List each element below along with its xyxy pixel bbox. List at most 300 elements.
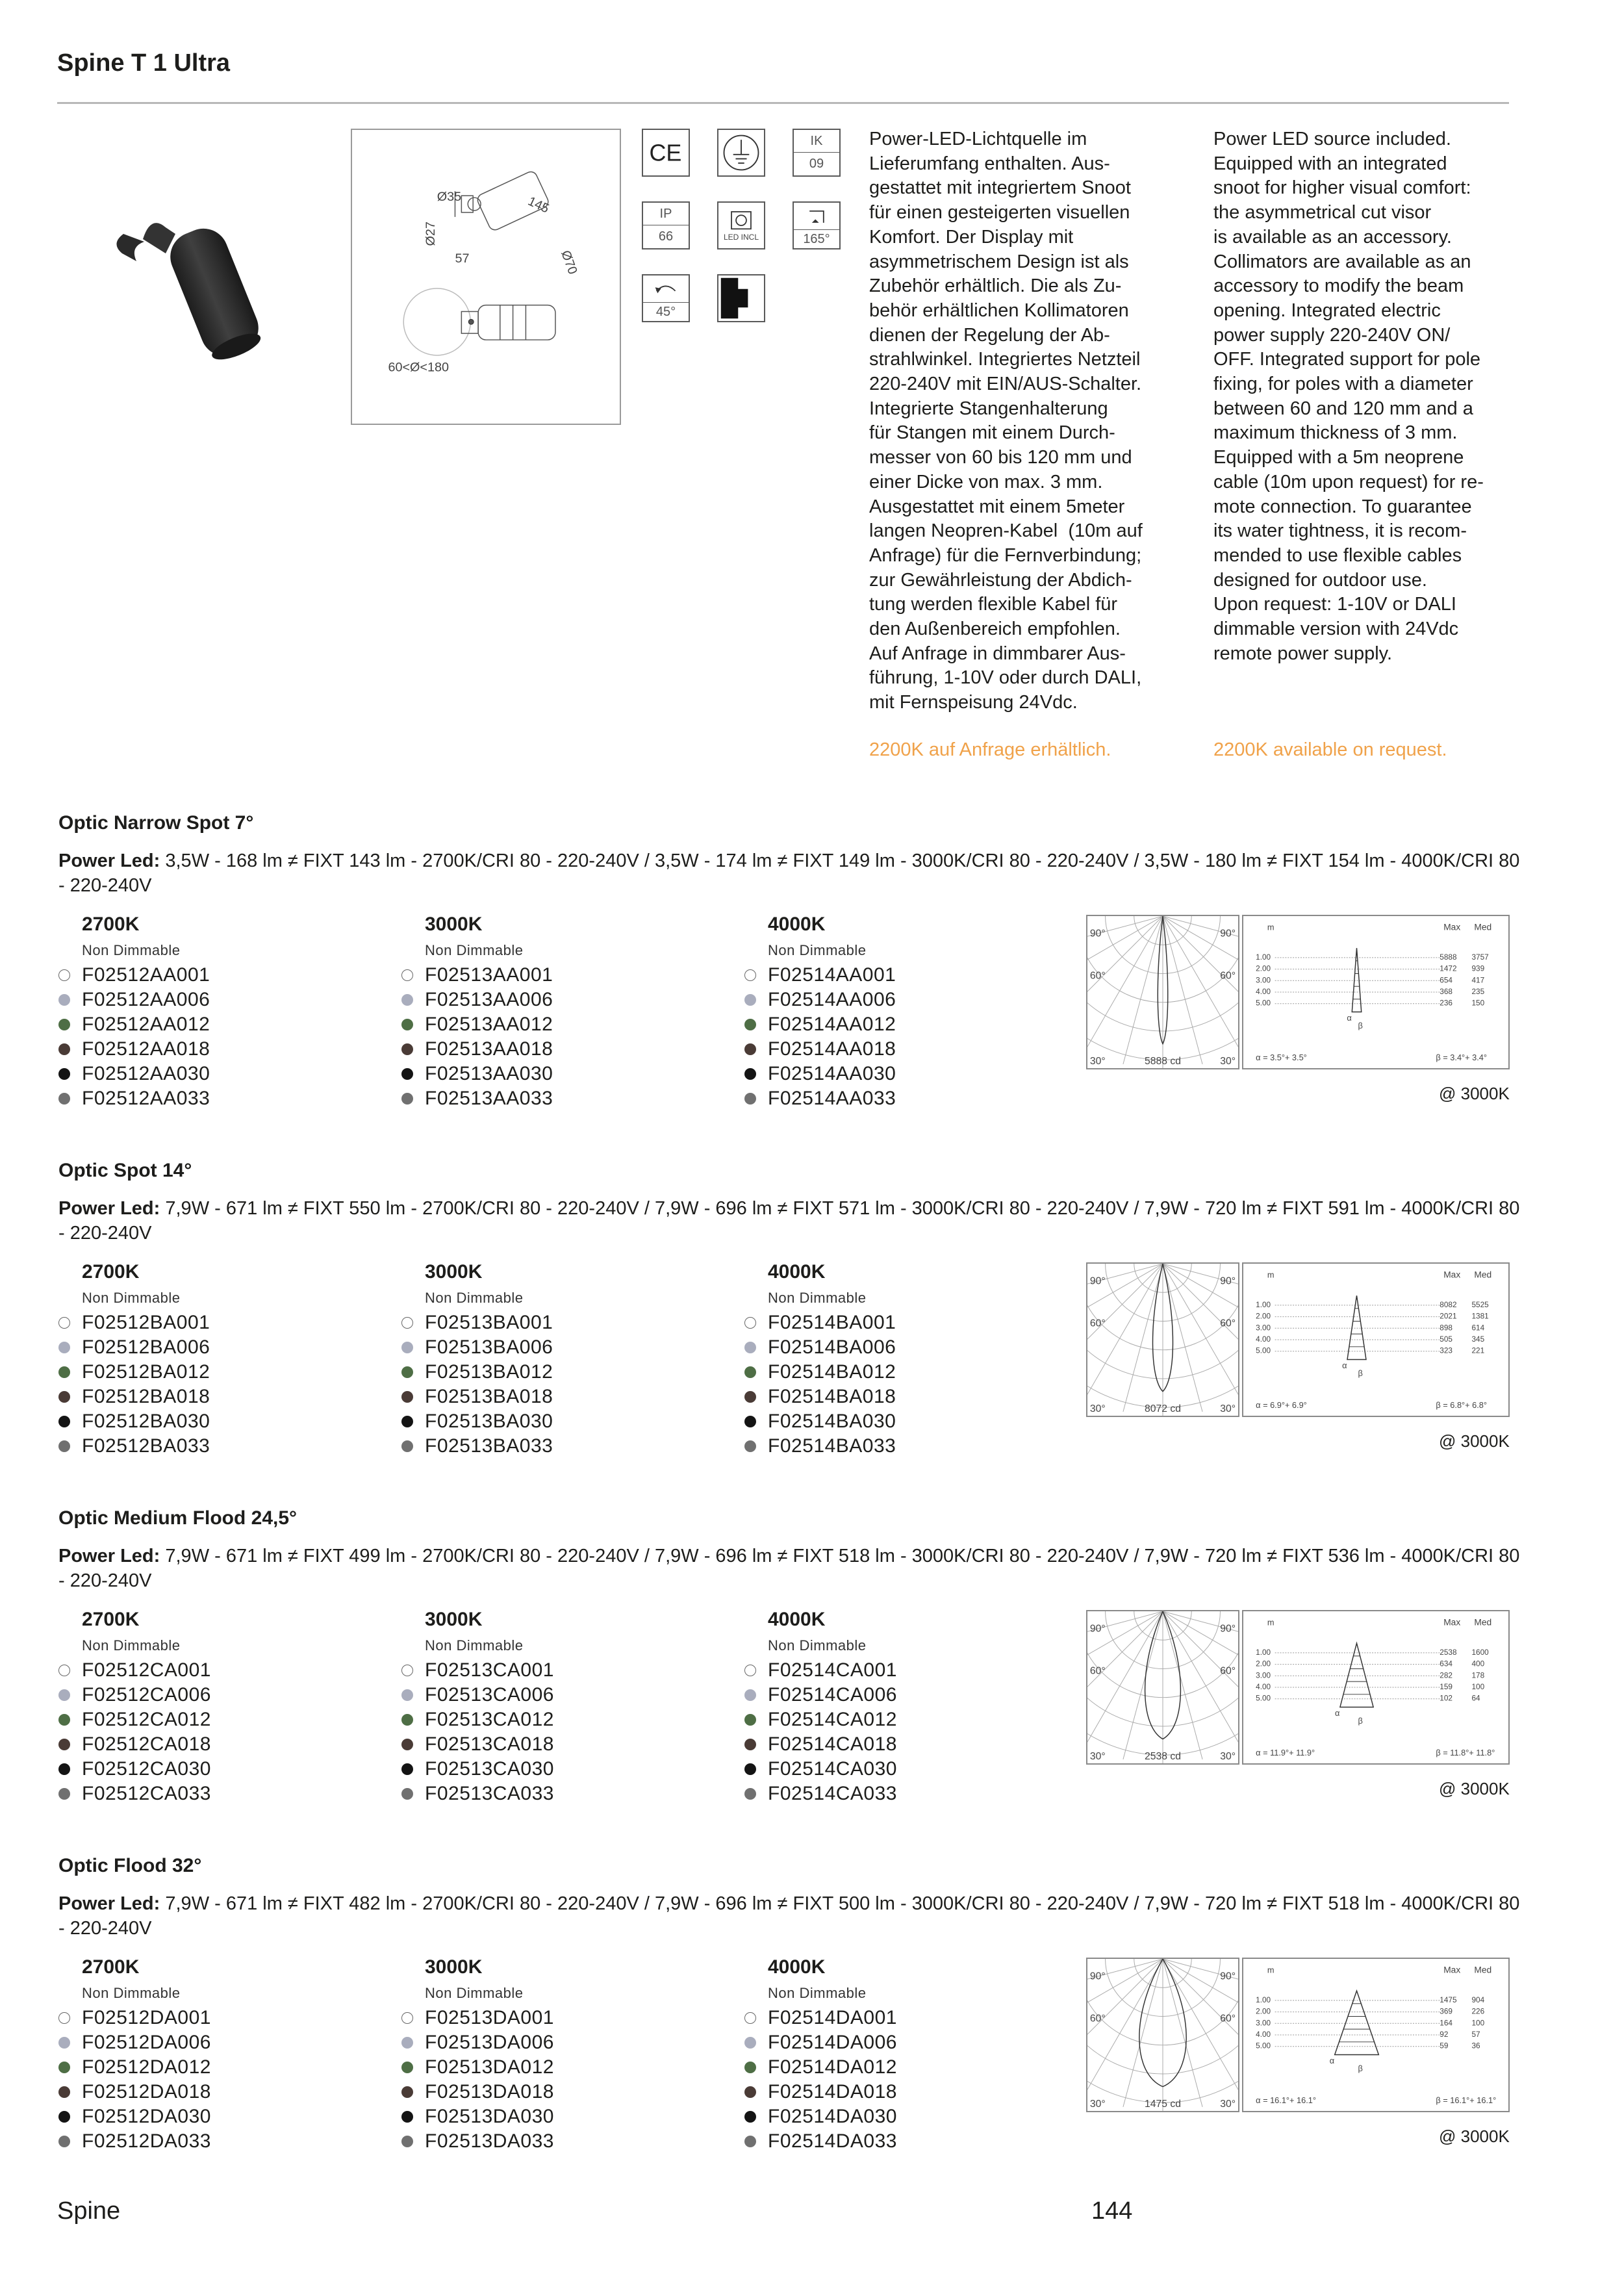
finish-color-dot — [401, 1440, 413, 1452]
description-german: Power-LED-Lichtquelle im Lieferumfang enthalten. Aus- gestattet mit integriertem Snoot für einen gesteigerten visuellen Komfort. Der Display mit asymmetrischem Design ist als Zubehör erhältlich. Die als Zu- behör erhältlichen Kollimatoren dienen der Regelung der Ab- strahlwinkel. Integriertes Netzteil 220-240V mit EIN/AUS-Schalter. Integrierte Stangenhalterung für Stangen mit einem Durch- messer von 60 bis 120 mm und einer Dicke von max. 3 mm. Ausgestattet mit einem 5meter langen Neopren-Kabel (10m auf Anfrage) für die Fernverbindung; zur Gewährleistung der Abdich- tung werden flexible Kabel für den Außenbereich empfohlen. Auf Anfrage in dimmbarer Aus- führung, 1-10V oder durch DALI, mit Fernspeisung 24Vdc. — [869, 129, 1143, 713]
dimming-type: Non Dimmable — [82, 1637, 181, 1654]
product-code: F02514CA001 — [768, 1659, 897, 1681]
ip-label: IP — [643, 203, 689, 225]
product-code: F02514CA033 — [768, 1783, 897, 1804]
polar-label-90-left: 90° — [1089, 928, 1106, 939]
finish-color-dot — [744, 1366, 756, 1378]
product-code: F02513DA018 — [425, 2081, 554, 2102]
optic-section — [0, 1855, 1624, 2193]
finish-color-dot — [401, 1788, 413, 1800]
power-text: 7,9W - 671 lm ≠ FIXT 499 lm - 2700K/CRI 80 - 220-240V / 7,9W - 696 lm ≠ FIXT 518 lm - 3000K/CRI 80 - 220-240V / 7,9W - 720 lm ≠ FIXT 536 lm - 4000K/CRI 80 - 220-240V — [58, 1546, 1520, 1591]
cone-max-value: 505 — [1440, 1335, 1453, 1344]
illuminance-cone — [1242, 1958, 1510, 2112]
finish-color-dot — [744, 2086, 756, 2098]
product-code-row — [58, 2129, 383, 2154]
polar-label-60-left: 60° — [1089, 1318, 1106, 1329]
power-label: Power Led: — [58, 1893, 160, 1914]
cone-alpha-symbol: α — [1342, 1361, 1347, 1371]
finish-color-dot — [58, 1019, 70, 1030]
cone-distance: 4.00 — [1256, 1335, 1271, 1344]
product-code-row — [744, 1707, 1069, 1732]
power-text: 7,9W - 671 lm ≠ FIXT 482 lm - 2700K/CRI 80 - 220-240V / 7,9W - 696 lm ≠ FIXT 500 lm - 3000K/CRI 80 - 220-240V / 7,9W - 720 lm ≠ FIXT 518 lm - 4000K/CRI 80 - 220-240V — [58, 1893, 1520, 1939]
product-code: F02514DA030 — [768, 2106, 897, 2127]
led-included-icon — [717, 201, 765, 249]
cone-med-value: 100 — [1471, 1682, 1485, 1691]
cone-max-value: 59 — [1440, 2041, 1449, 2050]
cone-med-value: 226 — [1471, 2007, 1485, 2016]
candela-label: 2538 cd — [1145, 1751, 1181, 1763]
finish-color-dot — [58, 1665, 70, 1676]
product-code: F02512BA006 — [82, 1336, 210, 1358]
finish-color-dot — [744, 1763, 756, 1775]
product-code-row — [58, 988, 383, 1012]
product-code-row — [744, 1732, 1069, 1757]
product-code-row — [744, 1683, 1069, 1707]
svg-text:CE: CE — [649, 139, 682, 166]
finish-color-dot — [58, 2086, 70, 2098]
product-code: F02512DA030 — [82, 2106, 211, 2127]
product-code-row — [401, 1086, 726, 1111]
led-incl-label: LED INCL — [723, 233, 759, 242]
rotation-value: 45° — [655, 304, 676, 319]
cone-med-value: 221 — [1471, 1346, 1485, 1355]
color-temperature: 4000K — [768, 1609, 826, 1630]
finish-color-dot — [401, 1068, 413, 1080]
color-temperature: 2700K — [82, 1609, 140, 1630]
finish-color-dot — [744, 1019, 756, 1030]
product-code: F02514CA018 — [768, 1733, 897, 1755]
illuminance-cone — [1242, 915, 1510, 1069]
cone-distance: 2.00 — [1256, 964, 1271, 973]
finish-color-dot — [58, 2062, 70, 2073]
cone-beta-symbol: β — [1358, 2063, 1363, 2074]
cone-max-header: Max — [1443, 922, 1461, 932]
note-2200k-english: 2200K available on request. — [1213, 739, 1447, 760]
color-temperature: 3000K — [425, 1609, 483, 1630]
product-code-row — [401, 1037, 726, 1062]
color-temperature: 4000K — [768, 1956, 826, 1978]
dimming-type: Non Dimmable — [82, 942, 181, 958]
product-code: F02512BA033 — [82, 1435, 210, 1457]
polar-label-90-left: 90° — [1089, 1623, 1106, 1635]
product-code-row — [744, 1310, 1069, 1335]
dimming-type: Non Dimmable — [425, 1290, 524, 1306]
finish-color-dot — [744, 1739, 756, 1750]
dimming-type: Non Dimmable — [768, 942, 867, 958]
product-code-row — [58, 1658, 383, 1683]
product-code-row — [744, 1360, 1069, 1385]
product-code-row — [58, 963, 383, 988]
product-code: F02512AA012 — [82, 1014, 210, 1035]
beta-angle-text: β = 3.4°+ 3.4° — [1436, 1053, 1488, 1063]
polar-label-60-left: 60° — [1089, 1665, 1106, 1677]
product-code-row — [744, 1658, 1069, 1683]
candela-label: 8072 cd — [1145, 1403, 1181, 1415]
alpha-angle-text: α = 3.5°+ 3.5° — [1256, 1053, 1307, 1063]
cone-max-header: Max — [1443, 1270, 1461, 1280]
ce-mark-icon — [642, 129, 690, 177]
product-code-row — [58, 1086, 383, 1111]
reference-temperature: @ 3000K — [1439, 1431, 1510, 1451]
cone-distance: 5.00 — [1256, 2041, 1271, 2050]
cone-unit-label: m — [1267, 1270, 1275, 1280]
product-code: F02514AA012 — [768, 1014, 896, 1035]
dimming-type: Non Dimmable — [768, 1290, 867, 1306]
code-column — [401, 1609, 726, 1806]
product-code: F02513BA012 — [425, 1361, 553, 1383]
product-code-row — [401, 2080, 726, 2104]
product-code-row — [401, 1062, 726, 1086]
code-column — [58, 913, 383, 1111]
product-code-row — [744, 2080, 1069, 2104]
product-code-row — [58, 1310, 383, 1335]
finish-color-dot — [744, 1093, 756, 1105]
finish-color-dot — [58, 2037, 70, 2049]
optic-title: Optic Medium Flood 24,5° — [58, 1507, 298, 1529]
product-code-row — [401, 1385, 726, 1409]
finish-color-dot — [744, 969, 756, 981]
product-code: F02514BA001 — [768, 1312, 896, 1333]
optic-section — [0, 1160, 1624, 1498]
product-code-row — [401, 1732, 726, 1757]
polar-label-90-left: 90° — [1089, 1275, 1106, 1287]
beta-angle-text: β = 6.8°+ 6.8° — [1436, 1400, 1488, 1411]
cone-med-value: 5525 — [1471, 1300, 1489, 1309]
product-code: F02512AA030 — [82, 1063, 210, 1084]
product-code-row — [58, 1409, 383, 1434]
cone-max-value: 654 — [1440, 976, 1453, 985]
product-code: F02513BA030 — [425, 1411, 553, 1432]
code-column — [401, 913, 726, 1111]
finish-color-dot — [744, 2012, 756, 2024]
cone-distance: 2.00 — [1256, 2007, 1271, 2016]
finish-color-dot — [58, 1739, 70, 1750]
product-code: F02513CA033 — [425, 1783, 554, 1804]
product-code-row — [744, 963, 1069, 988]
product-code-row — [401, 1658, 726, 1683]
tilt-angle-icon — [793, 201, 841, 249]
product-code: F02513AA033 — [425, 1088, 553, 1109]
dimension-drawing — [351, 129, 621, 425]
cone-med-value: 36 — [1471, 2041, 1480, 2050]
product-code-row — [401, 2104, 726, 2129]
cone-max-value: 898 — [1440, 1323, 1453, 1333]
polar-label-60-right: 60° — [1220, 1318, 1236, 1329]
product-code: F02513CA012 — [425, 1709, 554, 1730]
finish-color-dot — [58, 2136, 70, 2147]
cone-med-value: 235 — [1471, 987, 1485, 996]
product-code-row — [58, 1732, 383, 1757]
product-code: F02512CA033 — [82, 1783, 211, 1804]
cone-max-value: 164 — [1440, 2019, 1453, 2028]
cone-med-value: 1381 — [1471, 1312, 1489, 1321]
cone-alpha-symbol: α — [1347, 1013, 1352, 1023]
polar-label-90-right: 90° — [1220, 1971, 1236, 1982]
product-code-row — [401, 2030, 726, 2055]
tilt-value: 165° — [803, 231, 830, 246]
color-temperature: 2700K — [82, 913, 140, 935]
product-code-row — [744, 2104, 1069, 2129]
cone-med-value: 64 — [1471, 1694, 1480, 1703]
code-column — [744, 1609, 1069, 1806]
polar-label-30-left: 30° — [1089, 1056, 1106, 1067]
finish-color-dot — [401, 2037, 413, 2049]
power-label: Power Led: — [58, 850, 160, 871]
product-code-row — [744, 1409, 1069, 1434]
alpha-angle-text: α = 16.1°+ 16.1° — [1256, 2095, 1317, 2106]
cone-max-value: 1475 — [1440, 1995, 1457, 2004]
product-code-row — [744, 2055, 1069, 2080]
reference-temperature: @ 3000K — [1439, 1779, 1510, 1798]
finish-color-dot — [401, 1093, 413, 1105]
finish-color-dot — [58, 1788, 70, 1800]
product-code: F02513CA030 — [425, 1758, 554, 1780]
product-code: F02513DA012 — [425, 2056, 554, 2078]
cone-distance: 3.00 — [1256, 1671, 1271, 1680]
finish-color-dot — [58, 1391, 70, 1403]
product-code: F02514BA006 — [768, 1336, 896, 1358]
product-code: F02513BA006 — [425, 1336, 553, 1358]
cone-med-value: 100 — [1471, 2019, 1485, 2028]
product-code: F02514AA006 — [768, 989, 896, 1010]
cone-distance: 1.00 — [1256, 1648, 1271, 1657]
cone-med-value: 1600 — [1471, 1648, 1489, 1657]
product-code-row — [58, 2055, 383, 2080]
cone-med-header: Med — [1474, 1617, 1492, 1628]
polar-label-90-left: 90° — [1089, 1971, 1106, 1982]
product-code-row — [401, 2055, 726, 2080]
finish-color-dot — [401, 1043, 413, 1055]
product-code-row — [744, 1062, 1069, 1086]
product-code: F02514DA033 — [768, 2130, 897, 2152]
ik-label: IK — [794, 130, 839, 153]
finish-color-dot — [58, 2111, 70, 2123]
power-spec — [58, 1544, 1520, 1593]
finish-color-dot — [744, 1342, 756, 1353]
cone-beta-symbol: β — [1358, 1021, 1363, 1031]
asymmetric-snoot-icon — [717, 274, 765, 322]
color-temperature: 4000K — [768, 1261, 826, 1283]
product-code-row — [401, 2006, 726, 2030]
color-temperature: 3000K — [425, 1956, 483, 1978]
cone-distance: 1.00 — [1256, 952, 1271, 962]
finish-color-dot — [744, 2062, 756, 2073]
product-code-row — [58, 1434, 383, 1459]
code-column — [744, 1261, 1069, 1459]
ik-rating-icon — [793, 129, 841, 177]
finish-color-dot — [401, 1739, 413, 1750]
product-code-row — [401, 2129, 726, 2154]
code-column — [58, 1956, 383, 2154]
cone-max-value: 2538 — [1440, 1648, 1457, 1657]
polar-diagram — [1086, 1610, 1239, 1765]
cone-max-value: 8082 — [1440, 1300, 1457, 1309]
product-code-row — [744, 1782, 1069, 1806]
product-code-row — [401, 1782, 726, 1806]
polar-label-90-right: 90° — [1220, 928, 1236, 939]
product-code: F02513AA018 — [425, 1038, 553, 1060]
product-code: F02512BA012 — [82, 1361, 210, 1383]
finish-color-dot — [58, 1043, 70, 1055]
cone-med-header: Med — [1474, 922, 1492, 932]
product-code: F02512AA033 — [82, 1088, 210, 1109]
finish-color-dot — [58, 1440, 70, 1452]
cone-max-value: 634 — [1440, 1659, 1453, 1668]
product-code: F02514AA001 — [768, 964, 896, 986]
product-code-row — [58, 1683, 383, 1707]
cone-distance: 5.00 — [1256, 999, 1271, 1008]
finish-color-dot — [401, 1763, 413, 1775]
product-code: F02512DA006 — [82, 2032, 211, 2053]
finish-color-dot — [58, 969, 70, 981]
product-code: F02512CA018 — [82, 1733, 211, 1755]
cone-max-value: 236 — [1440, 999, 1453, 1008]
beta-angle-text: β = 16.1°+ 16.1° — [1436, 2095, 1497, 2106]
product-code-row — [58, 1782, 383, 1806]
reference-temperature: @ 3000K — [1439, 2127, 1510, 2146]
cone-distance: 1.00 — [1256, 1995, 1271, 2004]
cone-distance: 5.00 — [1256, 1346, 1271, 1355]
code-column — [58, 1261, 383, 1459]
product-code: F02513DA001 — [425, 2007, 554, 2028]
finish-color-dot — [401, 1019, 413, 1030]
product-code-row — [58, 1385, 383, 1409]
polar-diagram — [1086, 1958, 1239, 2112]
product-code-row — [58, 1012, 383, 1037]
product-code: F02513AA030 — [425, 1063, 553, 1084]
product-code-row — [744, 1086, 1069, 1111]
product-code-row — [58, 1037, 383, 1062]
alpha-angle-text: α = 6.9°+ 6.9° — [1256, 1400, 1307, 1411]
product-code-row — [58, 1707, 383, 1732]
polar-label-60-right: 60° — [1220, 2013, 1236, 2025]
polar-diagram — [1086, 915, 1239, 1069]
code-column — [744, 913, 1069, 1111]
product-code: F02514DA018 — [768, 2081, 897, 2102]
rotation-icon — [642, 274, 690, 322]
polar-label-30-left: 30° — [1089, 1403, 1106, 1415]
cone-beta-symbol: β — [1358, 1368, 1363, 1379]
cone-max-value: 323 — [1440, 1346, 1453, 1355]
product-code: F02514AA033 — [768, 1088, 896, 1109]
product-code-row — [744, 988, 1069, 1012]
product-code: F02514BA018 — [768, 1386, 896, 1407]
dim-57: 57 — [455, 251, 470, 266]
product-code: F02512DA012 — [82, 2056, 211, 2078]
product-code: F02512BA018 — [82, 1386, 210, 1407]
finish-color-dot — [401, 1366, 413, 1378]
product-code-row — [744, 1385, 1069, 1409]
product-code-row — [58, 2080, 383, 2104]
polar-label-90-right: 90° — [1220, 1623, 1236, 1635]
product-code-row — [401, 988, 726, 1012]
product-code: F02514DA012 — [768, 2056, 897, 2078]
product-code: F02514AA030 — [768, 1063, 896, 1084]
dimming-type: Non Dimmable — [768, 1985, 867, 2001]
cone-med-header: Med — [1474, 1965, 1492, 1975]
optic-title: Optic Flood 32° — [58, 1855, 202, 1876]
cone-alpha-symbol: α — [1335, 1708, 1340, 1718]
product-code-row — [401, 1360, 726, 1385]
product-code: F02514BA012 — [768, 1361, 896, 1383]
polar-label-30-left: 30° — [1089, 1751, 1106, 1763]
product-code: F02513AA012 — [425, 1014, 553, 1035]
cone-beta-symbol: β — [1358, 1716, 1363, 1726]
power-label: Power Led: — [58, 1198, 160, 1219]
product-code: F02513AA006 — [425, 989, 553, 1010]
cone-med-value: 178 — [1471, 1671, 1485, 1680]
alpha-angle-text: α = 11.9°+ 11.9° — [1256, 1748, 1315, 1758]
product-code: F02513CA006 — [425, 1684, 554, 1706]
cone-med-value: 614 — [1471, 1323, 1485, 1333]
product-code-row — [58, 2104, 383, 2129]
dimming-type: Non Dimmable — [425, 1985, 524, 2001]
product-code: F02513DA006 — [425, 2032, 554, 2053]
product-code-row — [401, 1434, 726, 1459]
color-temperature: 3000K — [425, 913, 483, 935]
cone-distance: 3.00 — [1256, 976, 1271, 985]
power-label: Power Led: — [58, 1546, 160, 1566]
finish-color-dot — [744, 1068, 756, 1080]
finish-color-dot — [744, 1391, 756, 1403]
product-code-row — [401, 963, 726, 988]
product-code-row — [401, 1012, 726, 1037]
product-code: F02514DA001 — [768, 2007, 897, 2028]
product-code: F02512DA018 — [82, 2081, 211, 2102]
finish-color-dot — [58, 2012, 70, 2024]
finish-color-dot — [401, 2086, 413, 2098]
cone-med-value: 345 — [1471, 1335, 1485, 1344]
finish-color-dot — [744, 2037, 756, 2049]
power-spec — [58, 1891, 1520, 1941]
cone-med-value: 904 — [1471, 1995, 1485, 2004]
product-code-row — [401, 1409, 726, 1434]
finish-color-dot — [58, 994, 70, 1006]
cone-max-header: Max — [1443, 1965, 1461, 1975]
code-column — [401, 1956, 726, 2154]
finish-color-dot — [744, 1416, 756, 1427]
polar-label-60-left: 60° — [1089, 2013, 1106, 2025]
product-code-row — [58, 2006, 383, 2030]
product-code-row — [401, 1335, 726, 1360]
ik-value: 09 — [809, 157, 824, 171]
finish-color-dot — [744, 2111, 756, 2123]
finish-color-dot — [401, 1391, 413, 1403]
color-temperature: 2700K — [82, 1261, 140, 1283]
footer-collection: Spine — [57, 2197, 121, 2225]
product-code: F02514CA012 — [768, 1709, 897, 1730]
cone-unit-label: m — [1267, 922, 1275, 932]
finish-color-dot — [744, 1714, 756, 1726]
finish-color-dot — [58, 1714, 70, 1726]
description-english: Power LED source included. Equipped with an integrated snoot for higher visual comfort: the asymmetrical cut visor is available as an accessory. Collimators are available as an accessory to modify the beam opening. Integrated electric power supply 220-240V ON/ OFF. Integrated support for pole fixing, for poles with a diameter between 60 and 120 mm and a maximum thickness of 3 mm. Equipped with a 5m neoprene cable (10m upon request) for re- mote connection. To guarantee its water tightness, it is recom- mended to use flexible cables designed for outdoor use. Upon request: 1-10V or DALI dimmable version with 24Vdc remote power supply. — [1213, 129, 1484, 664]
cone-med-value: 417 — [1471, 976, 1485, 985]
product-code: F02512CA001 — [82, 1659, 211, 1681]
illuminance-cone — [1242, 1610, 1510, 1765]
cone-distance: 5.00 — [1256, 1694, 1271, 1703]
product-code: F02512AA006 — [82, 989, 210, 1010]
cone-max-header: Max — [1443, 1617, 1461, 1628]
finish-color-dot — [744, 1788, 756, 1800]
cone-max-value: 159 — [1440, 1682, 1453, 1691]
color-temperature: 2700K — [82, 1956, 140, 1978]
cone-distance: 2.00 — [1256, 1312, 1271, 1321]
product-code: F02512BA001 — [82, 1312, 210, 1333]
cone-distance: 4.00 — [1256, 987, 1271, 996]
optic-title: Optic Spot 14° — [58, 1160, 192, 1181]
finish-color-dot — [401, 969, 413, 981]
product-code-row — [58, 2030, 383, 2055]
